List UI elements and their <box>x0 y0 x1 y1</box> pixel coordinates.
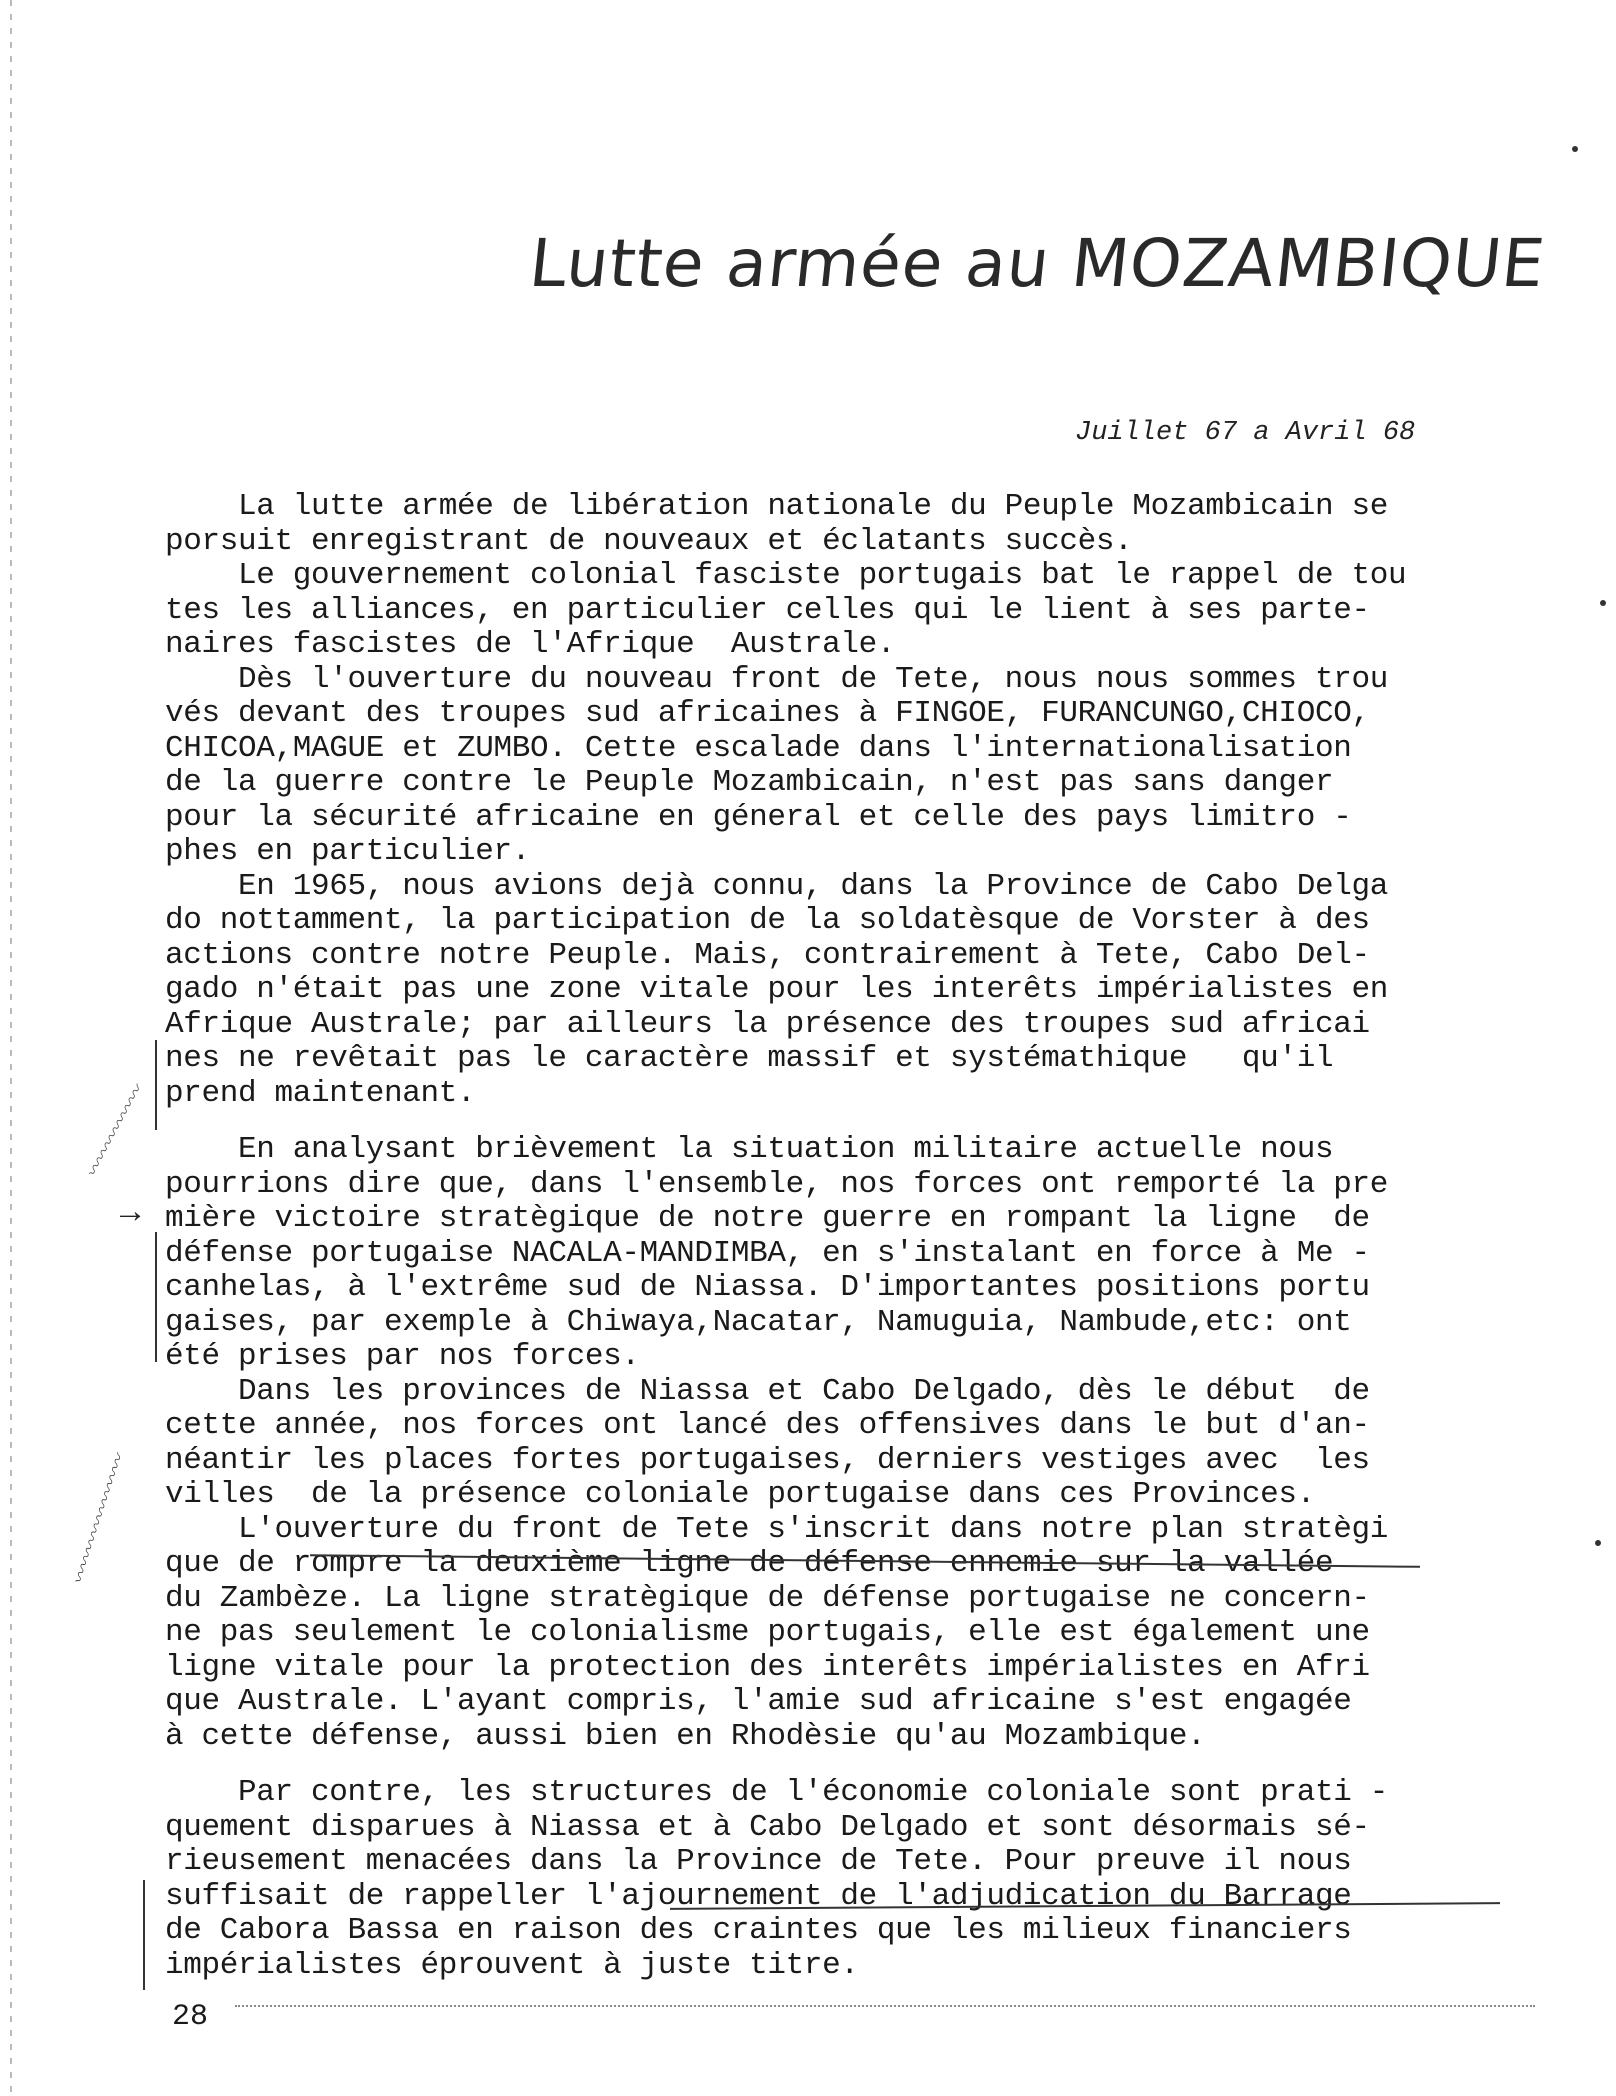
text-line: vés devant des troupes sud africaines à FINGOE, FURANCUNGO,CHIOCO, <box>165 696 1370 731</box>
text-line: ne pas seulement le colonialisme portugais, elle est également une <box>165 1615 1370 1650</box>
paragraph <box>165 559 1535 663</box>
stray-mark <box>1600 600 1606 606</box>
footer-dotted-rule <box>235 2005 1535 2007</box>
text-line: phes en particulier. <box>165 834 531 869</box>
date-line: Juillet 67 a Avril 68 <box>1075 418 1416 448</box>
margin-bracket <box>155 1040 157 1130</box>
text-line: En 1965, nous avions dejà connu, dans la Province de Cabo Delga <box>165 868 1388 904</box>
stray-mark <box>1595 1540 1601 1546</box>
text-line: naires fascistes de l'Afrique Australe. <box>165 627 896 662</box>
text-line: nes ne revêtait pas le caractère massif et systémathique qu'il <box>165 1041 1334 1076</box>
text-line: été prises par nos forces. <box>165 1339 640 1374</box>
handwritten-margin-note: 〰〰〰〰〰〰〰〰 <box>68 1452 130 1588</box>
margin-bracket <box>143 1880 145 1990</box>
text-line: défense portugaise NACALA-MANDIMBA, en s'instalant en force à Me - <box>165 1235 1370 1271</box>
text-line: mière victoire stratègique de notre guerre en rompant la ligne de <box>165 1201 1370 1236</box>
text-line: L'ouverture du front de Tete s'inscrit dans notre plan stratègi <box>165 1511 1388 1547</box>
text-line: de Cabora Bassa en raison des craintes que les milieux financiers <box>165 1913 1352 1948</box>
text-line: du Zambèze. La ligne stratègique de défense portugaise ne concern- <box>165 1580 1370 1616</box>
text-line: Dès l'ouverture du nouveau front de Tete, nous nous sommes trou <box>165 661 1388 697</box>
stray-mark <box>1572 146 1578 152</box>
paragraph <box>165 490 1535 559</box>
text-line: Par contre, les structures de l'économie coloniale sont prati - <box>165 1775 1388 1810</box>
handwritten-margin-note: 〰〰〰〰〰〰 <box>82 1082 148 1182</box>
page-title: Lutte armée au MOZAMBIQUE <box>525 225 1549 302</box>
text-line: CHICOA,MAGUE et ZUMBO. Cette escalade dans l'internationalisation <box>165 730 1352 766</box>
text-line: impérialistes éprouvent à juste titre. <box>165 1947 859 1983</box>
text-line: rieusement menacées dans la Province de Tete. Pour preuve il nous <box>165 1844 1352 1879</box>
text-line: Le gouvernement colonial fasciste portugais bat le rappel de tou <box>165 558 1407 593</box>
body-text <box>165 490 1535 1983</box>
page-edge <box>10 0 12 2096</box>
text-line: gado n'était pas une zone vitale pour les interêts impérialistes en <box>165 972 1388 1007</box>
text-line: Afrique Australe; par ailleurs la présence des troupes sud africai <box>165 1006 1370 1042</box>
text-line: La lutte armée de libération nationale du Peuple Mozambicain se <box>165 489 1388 524</box>
text-line: gaises, par exemple à Chiwaya,Nacatar, Namuguia, Nambude,etc: ont <box>165 1304 1352 1340</box>
text-line: tes les alliances, en particulier celles qui le lient à ses parte- <box>165 592 1370 628</box>
text-line: néantir les places fortes portugaises, derniers vestiges avec les <box>165 1442 1370 1478</box>
text-line: ligne vitale pour la protection des interêts impérialistes en Afri <box>165 1649 1370 1685</box>
text-line: actions contre notre Peuple. Mais, contrairement à Tete, Cabo Del- <box>165 937 1370 973</box>
text-line: que Australe. L'ayant compris, l'amie sud africaine s'est engagée <box>165 1684 1352 1719</box>
paragraph <box>165 663 1535 870</box>
text-line: à cette défense, aussi bien en Rhodèsie qu'au Mozambique. <box>165 1718 1206 1754</box>
text-line: pour la sécurité africaine en géneral et celle des pays limitro - <box>165 799 1352 835</box>
text-line: canhelas, à l'extrême sud de Niassa. D'importantes positions portu <box>165 1270 1370 1305</box>
paragraph <box>165 870 1535 1112</box>
margin-bracket <box>155 1232 157 1362</box>
text-line: quement disparues à Niassa et à Cabo Delgado et sont désormais sé- <box>165 1809 1370 1845</box>
text-line: pourrions dire que, dans l'ensemble, nos forces ont remporté la pre <box>165 1166 1388 1202</box>
text-line: do nottamment, la participation de la soldatèsque de Vorster à des <box>165 903 1370 938</box>
text-line: porsuit enregistrant de nouveaux et éclatants succès. <box>165 523 1133 559</box>
text-line: que de rompre la deuxième ligne de défense ennemie sur la vallée <box>165 1546 1334 1581</box>
text-line: Dans les provinces de Niassa et Cabo Delgado, dès le début de <box>165 1373 1370 1409</box>
text-line: villes de la présence coloniale portugaise dans ces Provinces. <box>165 1477 1315 1512</box>
text-line: cette année, nos forces ont lancé des offensives dans le but d'an- <box>165 1408 1370 1443</box>
text-line: prend maintenant. <box>165 1075 476 1111</box>
page-number: 28 <box>172 2000 209 2034</box>
paragraph <box>165 1133 1535 1375</box>
handwritten-arrow-icon: → <box>120 1195 141 1233</box>
text-line: En analysant brièvement la situation militaire actuelle nous <box>165 1132 1334 1167</box>
text-line: suffisait de rappeller l'ajournement de l'adjudication du Barrage <box>165 1878 1352 1914</box>
paragraph <box>165 1776 1535 1983</box>
text-line: de la guerre contre le Peuple Mozambicain, n'est pas sans danger <box>165 765 1334 800</box>
